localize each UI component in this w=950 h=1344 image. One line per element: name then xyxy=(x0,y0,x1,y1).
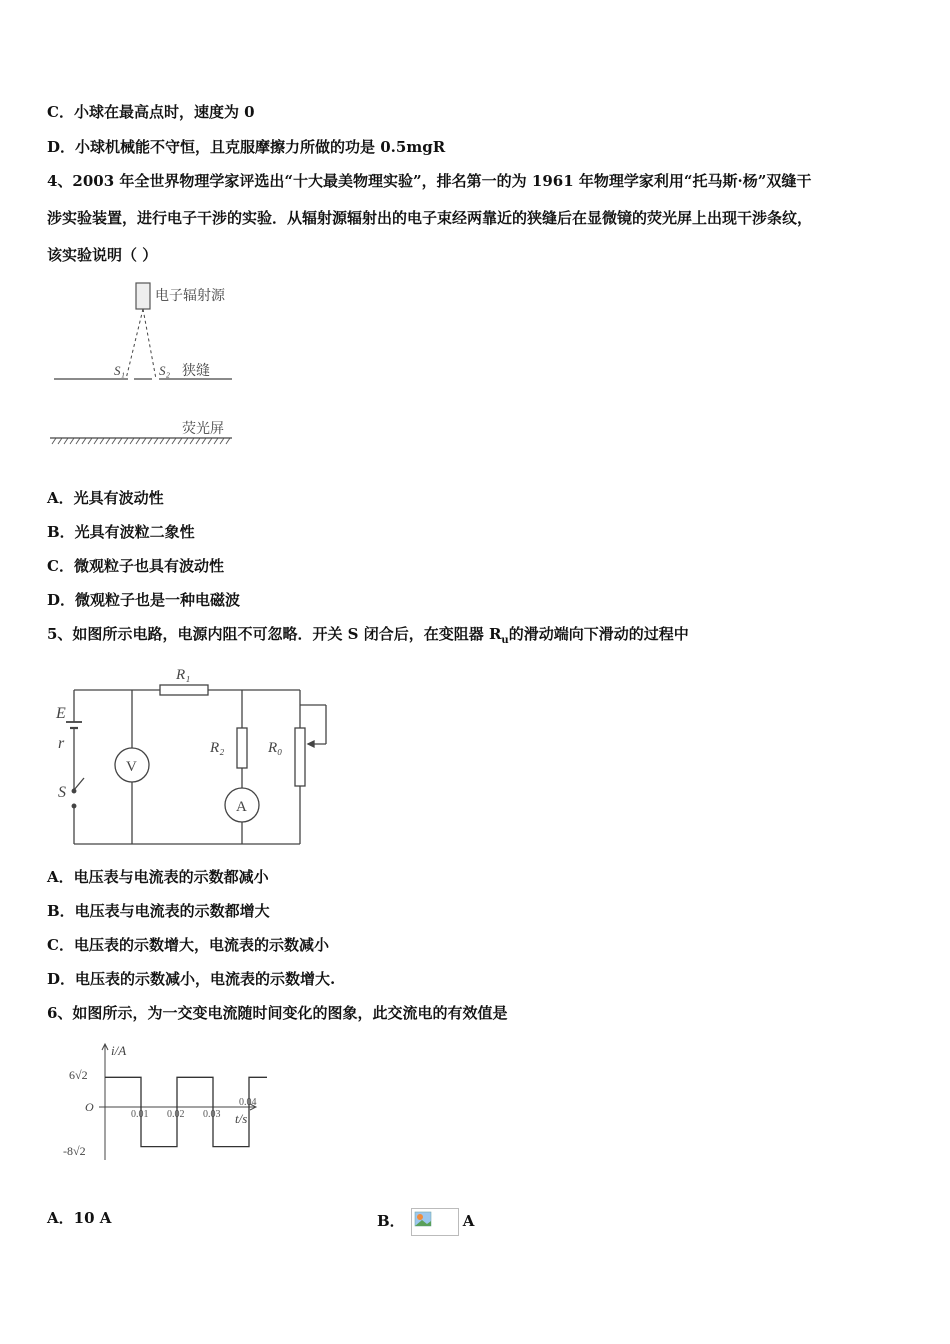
broken-image-icon xyxy=(411,1208,459,1236)
emf-label: E xyxy=(56,705,66,722)
s1-label: S₁ xyxy=(114,363,126,378)
q6-stem: 6、如图所示，为一交变电流随时间变化的图象，此交流电的有效值是 xyxy=(47,1004,508,1022)
y-tick-positive: 6√2 xyxy=(69,1068,88,1082)
double-slit-figure xyxy=(42,278,242,448)
q5-stem-a: 5、如图所示电路，电源内阻不可忽略．开关 S 闭合后，在变阻器 R xyxy=(47,625,502,643)
q4-option-a: A．光具有波动性 xyxy=(47,489,164,507)
q5-stem-b: 的滑动端向下滑动的过程中 xyxy=(508,625,689,643)
y-tick-negative: -8√2 xyxy=(63,1144,86,1158)
x-tick-label: 0.03 xyxy=(203,1109,221,1120)
r0-label: R₀ xyxy=(268,740,283,756)
q6-option-a: A．10 A xyxy=(47,1209,112,1227)
switch-label: S xyxy=(58,784,66,801)
x-tick-label: 0.04 xyxy=(239,1097,257,1108)
q4-stem-line3: 该实验说明（ ） xyxy=(47,246,158,264)
electron-source-box xyxy=(136,283,150,309)
r1-label: R₁ xyxy=(176,667,191,683)
slit-label: 狭缝 xyxy=(182,364,210,379)
q4-option-c: C．微观粒子也具有波动性 xyxy=(47,557,224,575)
r0-rheostat xyxy=(295,728,305,786)
q4-option-d: D．微观粒子也是一种电磁波 xyxy=(47,591,241,609)
q4-option-b: B．光具有波粒二象性 xyxy=(47,523,195,541)
x-tick-label: 0.02 xyxy=(167,1109,185,1120)
q6-option-b xyxy=(377,1208,474,1236)
ac-current-chart xyxy=(55,1040,270,1170)
q5-option-b: B．电压表与电流表的示数都增大 xyxy=(47,902,270,920)
q5-stem xyxy=(47,624,689,651)
electron-source-label: 电子辐射源 xyxy=(155,289,225,304)
x-axis-label: t/s xyxy=(235,1111,248,1126)
q5-option-a: A．电压表与电流表的示数都减小 xyxy=(47,868,269,886)
q3-option-c: C．小球在最高点时，速度为 0 xyxy=(47,103,255,121)
q3-option-d: D．小球机械能不守恒，且克服摩擦力所做的功是 0.5mgR xyxy=(47,138,446,156)
screen-label: 荧光屏 xyxy=(182,422,224,437)
s2-label: S₂ xyxy=(159,363,171,378)
q4-stem-line1: 4、2003 年全世界物理学家评选出“十大最美物理实验”，排名第一的为 1961 年物理学家利用“托马斯·杨”双缝干 xyxy=(47,172,812,190)
r2-label: R₂ xyxy=(210,740,225,756)
ammeter-label: A xyxy=(236,799,247,815)
voltmeter-label: V xyxy=(126,759,137,775)
circuit-figure xyxy=(50,660,340,850)
q5-option-d: D．电压表的示数减小，电流表的示数增大. xyxy=(47,970,336,988)
q6-option-b-prefix: B． xyxy=(377,1212,405,1230)
q6-option-b-suffix: A xyxy=(462,1212,475,1230)
q5-option-c: C．电压表的示数增大，电流表的示数减小 xyxy=(47,936,329,954)
y-tick-origin: O xyxy=(85,1100,94,1114)
q4-stem-line2: 涉实验装置，进行电子干涉的实验．从辐射源辐射出的电子束经两靠近的狭缝后在显微镜的荧光屏上出现干涉条纹， xyxy=(47,209,813,227)
x-tick-label: 0.01 xyxy=(131,1109,149,1120)
q5-stem-subscript: u xyxy=(501,635,509,646)
internal-resistance-label: r xyxy=(58,735,65,752)
r2-resistor xyxy=(237,728,247,768)
y-axis-label: i/A xyxy=(111,1043,127,1058)
r1-resistor xyxy=(160,685,208,695)
